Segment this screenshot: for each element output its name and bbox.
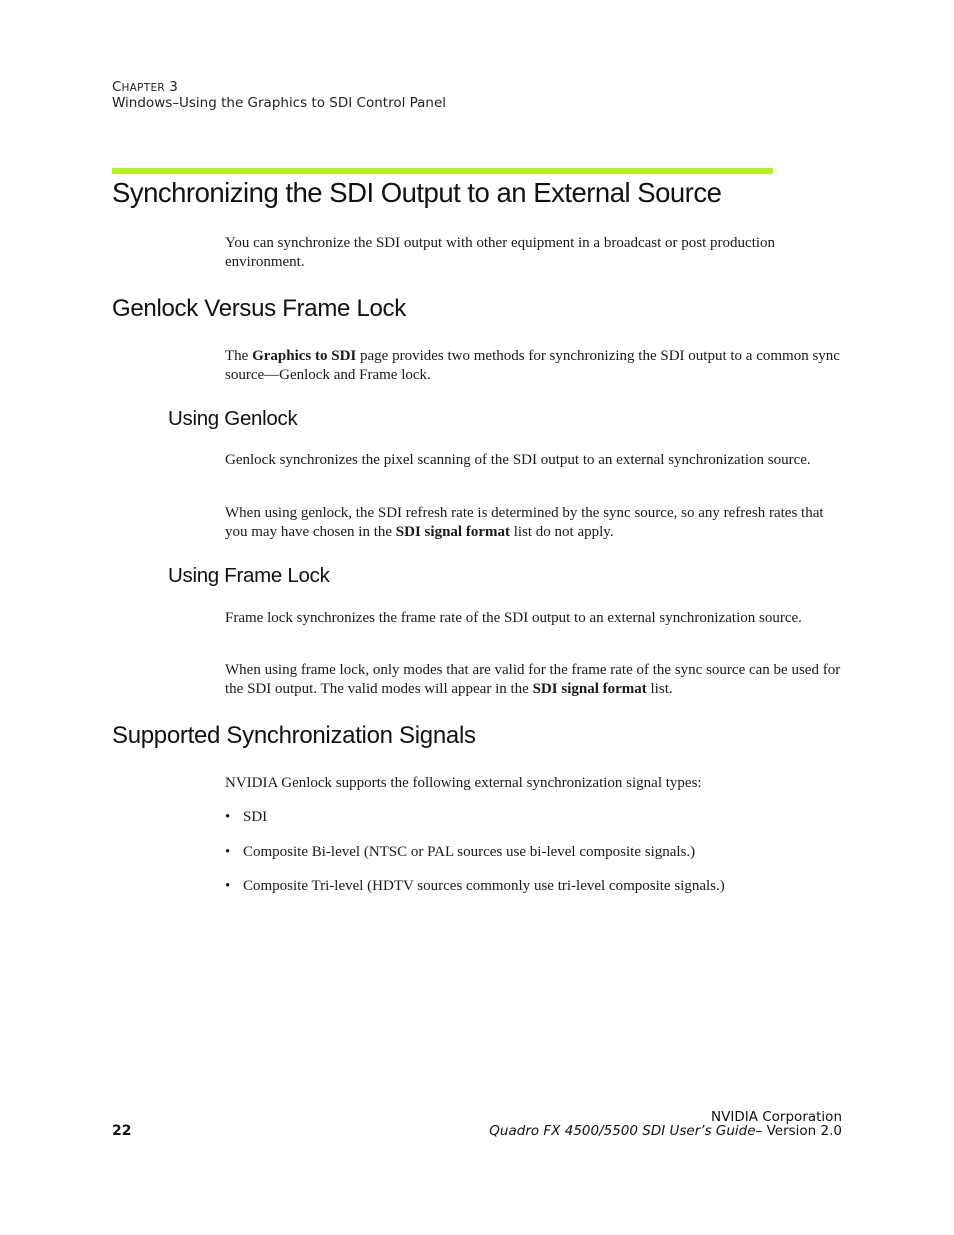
bullet-icon: •	[225, 809, 231, 825]
text-run: The	[225, 348, 253, 364]
paragraph-frame-lock-modes	[225, 661, 845, 699]
text-run: When using genlock, the SDI refresh rate is determined by the sync source, so any refresh rates that you may have chosen in the	[225, 505, 824, 540]
page-title: Synchronizing the SDI Output to an External Source	[112, 177, 722, 208]
chapter-label-rest: HAPTER	[121, 82, 165, 94]
bullet-icon: •	[225, 843, 231, 860]
list-item	[225, 808, 845, 827]
footer-document-title	[489, 1123, 842, 1139]
signal-type-list	[225, 808, 845, 912]
text-run: list do not apply.	[509, 524, 614, 540]
heading-using-genlock: Using Genlock	[168, 407, 298, 430]
footer-company: NVIDIA Corporation	[711, 1109, 842, 1125]
list-item-text: Composite Tri-level (HDTV sources commonly use tri-level composite signals.)	[243, 878, 725, 894]
chapter-title: Windows–Using the Graphics to SDI Control Panel	[112, 95, 447, 111]
list-item-text: SDI	[243, 809, 268, 825]
list-item	[225, 843, 845, 862]
document-version: – Version 2.0	[755, 1123, 842, 1139]
paragraph-signal-types-intro: NVIDIA Genlock supports the following external synchronization signal types:	[225, 775, 702, 791]
bold-term-sdi-signal-format: SDI signal format	[532, 681, 647, 697]
paragraph-genlock-refresh	[225, 504, 845, 542]
list-item	[225, 877, 845, 896]
bold-term-graphics-to-sdi: Graphics to SDI	[252, 348, 357, 364]
bold-term-sdi-signal-format: SDI signal format	[395, 524, 510, 540]
chapter-label-initial: C	[112, 79, 122, 95]
running-header	[112, 80, 446, 111]
page-number: 22	[112, 1123, 132, 1139]
text-run: page provides two methods for synchronizing the SDI output to a common sync source—Genlock and Frame lock.	[225, 348, 840, 383]
document-title: Quadro FX 4500/5500 SDI User’s Guide	[489, 1123, 756, 1139]
bullet-icon: •	[225, 878, 231, 894]
paragraph-genlock-definition: Genlock synchronizes the pixel scanning of the SDI output to an external synchronization source.	[225, 452, 811, 468]
text-run: list.	[646, 681, 673, 697]
intro-paragraph: You can synchronize the SDI output with other equipment in a broadcast or post production environment.	[225, 235, 776, 270]
chapter-label	[112, 80, 446, 96]
heading-using-frame-lock: Using Frame Lock	[168, 564, 330, 587]
heading-supported-signals: Supported Synchronization Signals	[112, 722, 476, 749]
list-item-text: Composite Bi-level (NTSC or PAL sources use bi-level composite signals.)	[243, 843, 696, 860]
chapter-number: 3	[169, 79, 178, 95]
text-run: When using frame lock, only modes that are valid for the frame rate of the sync source can be used for the SDI output. The valid modes will appear in the	[225, 662, 841, 697]
heading-genlock-vs-frame-lock: Genlock Versus Frame Lock	[112, 295, 406, 322]
paragraph-sync-methods	[225, 347, 845, 385]
paragraph-frame-lock-definition: Frame lock synchronizes the frame rate of the SDI output to an external synchronization source.	[225, 610, 802, 626]
